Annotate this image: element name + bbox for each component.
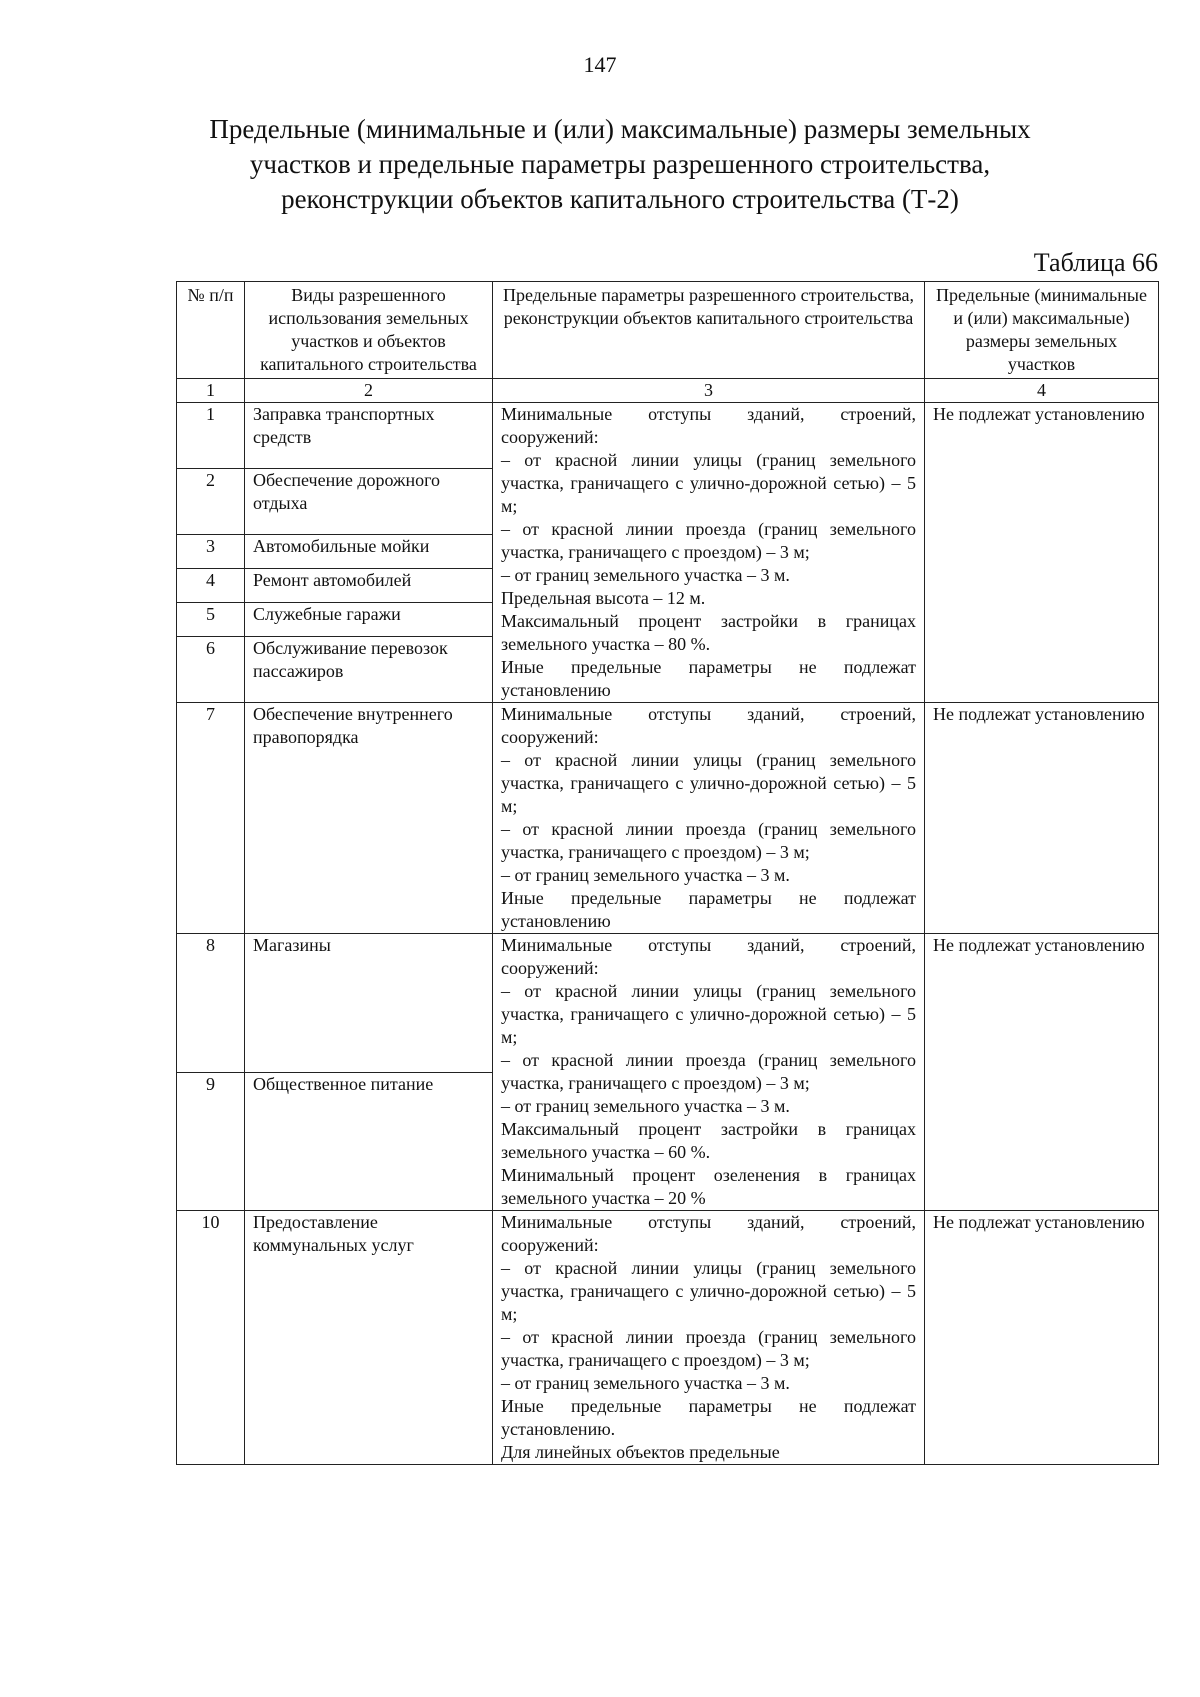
- row-number: 3: [177, 535, 245, 569]
- document-title-line: реконструкции объектов капитального строительства (Т-2): [281, 184, 959, 214]
- row-number: 5: [177, 602, 245, 636]
- header-use-type: Виды разрешенного использования земельных участков и объектов капитального строительства: [245, 282, 493, 379]
- table-row: [177, 703, 1159, 934]
- use-type-name: Автомобильные мойки: [245, 535, 493, 569]
- row-number: 4: [177, 569, 245, 603]
- use-type-name: Обеспечение дорожного отдыха: [245, 469, 493, 535]
- parameter-line: Минимальные отступы зданий, строений, сооружений:: [501, 704, 916, 747]
- header-plot-sizes: Предельные (минимальные и (или) максимальные) размеры земельных участков: [925, 282, 1159, 379]
- use-type-name: Магазины: [245, 934, 493, 1073]
- table-row: [177, 403, 1159, 469]
- use-type-name: Обслуживание перевозок пассажиров: [245, 636, 493, 702]
- use-type-name: Предоставление коммунальных услуг: [245, 1211, 493, 1465]
- parameter-line: – от красной линии проезда (границ земельного участка, граничащего с проездом) – 3 м;: [501, 1327, 916, 1370]
- parameter-line: Максимальный процент застройки в границах земельного участка – 80 %.: [501, 611, 916, 654]
- column-index: 4: [925, 379, 1159, 403]
- parameter-line: Минимальные отступы зданий, строений, сооружений:: [501, 935, 916, 978]
- construction-parameters: [493, 403, 925, 703]
- parameter-line: Минимальный процент озеленения в границах земельного участка – 20 %: [501, 1165, 916, 1208]
- table-row: [177, 1211, 1159, 1465]
- document-title-line: участков и предельные параметры разрешенного строительства,: [249, 149, 991, 179]
- parameter-line: Иные предельные параметры не подлежат установлению.: [501, 1396, 916, 1439]
- column-index: 3: [493, 379, 925, 403]
- parameter-line: Минимальные отступы зданий, строений, сооружений:: [501, 404, 916, 447]
- row-number: 1: [177, 403, 245, 469]
- parameter-line: – от красной линии улицы (границ земельного участка, граничащего с улично-дорожной сетью) – 5 м;: [501, 1258, 916, 1324]
- row-number: 7: [177, 703, 245, 934]
- header-parameters: Предельные параметры разрешенного строительства, реконструкции объектов капитального строительства: [493, 282, 925, 379]
- parameter-line: – от границ земельного участка – 3 м.: [501, 865, 790, 885]
- column-index: 2: [245, 379, 493, 403]
- parameter-line: – от красной линии улицы (границ земельного участка, граничащего с улично-дорожной сетью) – 5 м;: [501, 450, 916, 516]
- row-number: 2: [177, 469, 245, 535]
- construction-parameters: [493, 934, 925, 1211]
- plot-size-limits: Не подлежат установлению: [925, 1211, 1159, 1465]
- regulations-table: [176, 281, 1159, 1465]
- plot-size-limits: Не подлежат установлению: [925, 703, 1159, 934]
- use-type-name: Обеспечение внутреннего правопорядка: [245, 703, 493, 934]
- parameter-line: – от красной линии улицы (границ земельного участка, граничащего с улично-дорожной сетью) – 5 м;: [501, 981, 916, 1047]
- column-index-row: [177, 379, 1159, 403]
- parameter-line: – от красной линии улицы (границ земельного участка, граничащего с улично-дорожной сетью) – 5 м;: [501, 750, 916, 816]
- document-title-line: Предельные (минимальные и (или) максимальные) размеры земельных: [209, 114, 1031, 144]
- parameter-line: – от границ земельного участка – 3 м.: [501, 1096, 790, 1116]
- plot-size-limits: Не подлежат установлению: [925, 934, 1159, 1211]
- parameter-line: Минимальные отступы зданий, строений, сооружений:: [501, 1212, 916, 1255]
- plot-size-limits: Не подлежат установлению: [925, 403, 1159, 703]
- table-caption: Таблица 66: [1033, 248, 1158, 277]
- use-type-name: Заправка транспортных средств: [245, 403, 493, 469]
- use-type-name: Ремонт автомобилей: [245, 569, 493, 603]
- use-type-name: Служебные гаражи: [245, 602, 493, 636]
- row-number: 9: [177, 1072, 245, 1211]
- table-row: [177, 934, 1159, 1073]
- parameter-line: – от красной линии проезда (границ земельного участка, граничащего с проездом) – 3 м;: [501, 819, 916, 862]
- row-number: 6: [177, 636, 245, 702]
- row-number: 8: [177, 934, 245, 1073]
- page-number: 147: [583, 52, 617, 77]
- table-body: [177, 403, 1159, 1465]
- parameter-line: Для линейных объектов предельные: [501, 1442, 780, 1462]
- parameter-line: – от границ земельного участка – 3 м.: [501, 565, 790, 585]
- column-index: 1: [177, 379, 245, 403]
- construction-parameters: [493, 1211, 925, 1465]
- header-num: № п/п: [177, 282, 245, 379]
- parameter-line: – от красной линии проезда (границ земельного участка, граничащего с проездом) – 3 м;: [501, 519, 916, 562]
- use-type-name: Общественное питание: [245, 1072, 493, 1211]
- parameter-line: – от границ земельного участка – 3 м.: [501, 1373, 790, 1393]
- parameter-line: – от красной линии проезда (границ земельного участка, граничащего с проездом) – 3 м;: [501, 1050, 916, 1093]
- parameter-line: Предельная высота – 12 м.: [501, 588, 706, 608]
- construction-parameters: [493, 703, 925, 934]
- parameter-line: Максимальный процент застройки в границах земельного участка – 60 %.: [501, 1119, 916, 1162]
- document-title: [170, 112, 1070, 217]
- parameter-line: Иные предельные параметры не подлежат установлению: [501, 657, 916, 700]
- parameter-line: Иные предельные параметры не подлежат установлению: [501, 888, 916, 931]
- header-row: [177, 282, 1159, 379]
- row-number: 10: [177, 1211, 245, 1465]
